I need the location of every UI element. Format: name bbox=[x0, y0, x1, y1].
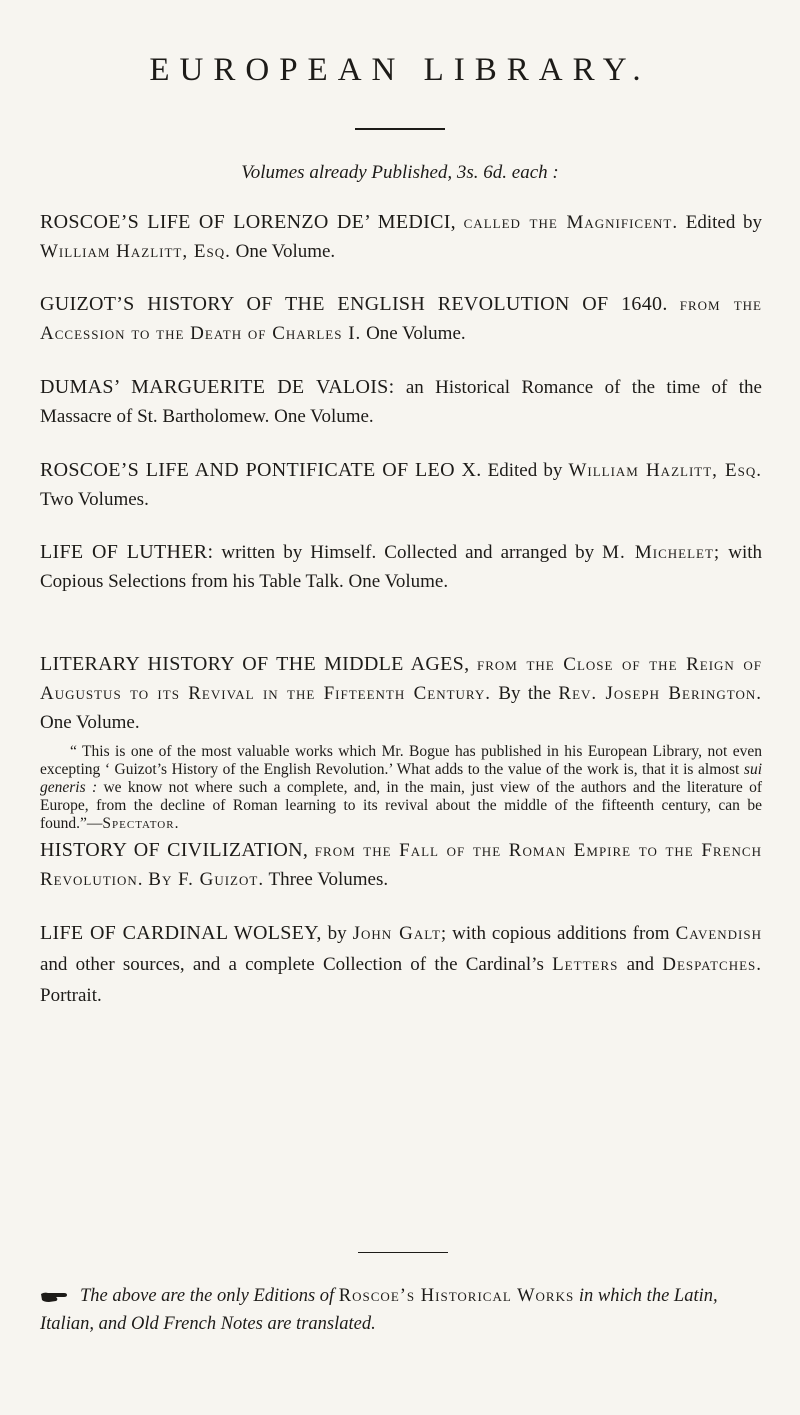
book-subtitle: called the Magnificent. bbox=[463, 212, 679, 233]
quote-source: Spectator. bbox=[102, 815, 180, 832]
book-entry-lorenzo bbox=[18, 208, 762, 266]
book-description: ; with copious additions from bbox=[440, 923, 676, 944]
book-editor: Rev. Joseph Berington. bbox=[558, 683, 762, 704]
book-entry-luther bbox=[18, 538, 762, 596]
book-description: written by Himself. Collected and arranged by bbox=[213, 542, 603, 563]
book-editor: William Hazlitt, Esq. bbox=[40, 241, 231, 262]
book-editor: M. Michelet; bbox=[602, 542, 721, 563]
book-volumes: Two Volumes. bbox=[40, 489, 149, 510]
pointing-hand-icon bbox=[40, 1290, 68, 1304]
book-despatches: Despatches. bbox=[662, 954, 763, 975]
book-volumes: One Volume. bbox=[40, 712, 140, 733]
book-title: LIFE OF LUTHER: bbox=[40, 541, 214, 563]
book-entry-leo-x bbox=[18, 456, 762, 514]
book-subtitle: from the Fall of the Roman Empire to the French Revolution. bbox=[40, 840, 762, 890]
note-works: Roscoe’s Historical Works bbox=[338, 1286, 575, 1306]
book-title: DUMAS’ MARGUERITE DE VALOIS: bbox=[40, 376, 395, 398]
book-volumes: One Volume. bbox=[230, 241, 336, 262]
book-and: and bbox=[618, 954, 663, 975]
book-description-cont: and other sources, and a complete Collection of the Cardinal’s bbox=[40, 954, 553, 975]
book-title: LIFE OF CARDINAL WOLSEY, bbox=[40, 922, 322, 944]
book-editor-prefix: Edited by bbox=[678, 212, 762, 233]
book-entry-literary-history bbox=[18, 650, 762, 737]
book-editor-prefix: by bbox=[321, 923, 353, 944]
note-text: The above are the only Editions of bbox=[80, 1286, 339, 1306]
book-volumes: One Volume. bbox=[361, 323, 466, 344]
book-title: LITERARY HISTORY OF THE MIDDLE AGES, bbox=[40, 653, 470, 675]
book-volumes: Three Volumes. bbox=[264, 869, 389, 890]
book-title: HISTORY OF CIVILIZATION, bbox=[40, 839, 309, 861]
book-entry-civilization bbox=[18, 836, 762, 894]
book-editor-prefix: Edited by bbox=[481, 460, 569, 481]
editions-note bbox=[40, 1282, 762, 1338]
book-description: an Historical Romance of the time of the Massacre of St. Bartholomew. One Volume. bbox=[40, 377, 762, 427]
review-quote bbox=[40, 743, 762, 833]
book-portrait: Portrait. bbox=[40, 985, 102, 1006]
book-editor: John Galt bbox=[352, 923, 441, 944]
footer-divider bbox=[358, 1252, 448, 1253]
page-title: EUROPEAN LIBRARY. bbox=[149, 52, 651, 88]
book-entry-marguerite bbox=[18, 373, 762, 431]
note-text-end: in which the Latin, Italian, and Old French Notes are translated. bbox=[40, 1286, 718, 1334]
book-title: ROSCOE’S LIFE OF LORENZO DE’ MEDICI, bbox=[40, 211, 456, 233]
quote-text-end: we know not where such a complete, and, in the main, just view of the authors and the literature of Europe, from the decline of Roman learning to its revival about the middle of the fifteenth century, can be found.”— bbox=[40, 779, 762, 832]
book-subtitle: from the Accession to the Death of Charles I. bbox=[40, 294, 762, 344]
book-title: ROSCOE’S LIFE AND PONTIFICATE OF LEO X. bbox=[40, 459, 482, 481]
intro-line: Volumes already Published, 3s. 6d. each : bbox=[241, 162, 559, 183]
book-entry-wolsey bbox=[18, 918, 762, 1011]
book-source: Cavendish bbox=[675, 923, 763, 944]
book-entry-guizot-revolution bbox=[18, 290, 762, 348]
book-volumes: with Copious Selections from his Table Talk. One Volume. bbox=[40, 542, 762, 592]
book-title: GUIZOT’S HISTORY OF THE ENGLISH REVOLUTION OF 1640. bbox=[40, 293, 668, 315]
quote-text: “ This is one of the most valuable works which Mr. Bogue has published in his European Library, not even excepting ‘ Guizot’s History of the English Revolution.’ What adds to the value of the work is, that it is almost bbox=[40, 743, 762, 778]
book-editor: William Hazlitt, Esq. bbox=[568, 460, 762, 481]
book-subtitle: from the Close of the Reign of Augustus to its Revival in the Fifteenth Century. bbox=[40, 654, 763, 704]
quote-italic: sui generis : bbox=[40, 761, 762, 796]
title-divider bbox=[355, 128, 445, 130]
book-letters: Letters bbox=[552, 954, 619, 975]
book-editor: By F. Guizot. bbox=[148, 869, 265, 890]
book-editor-prefix: By the bbox=[491, 683, 559, 704]
